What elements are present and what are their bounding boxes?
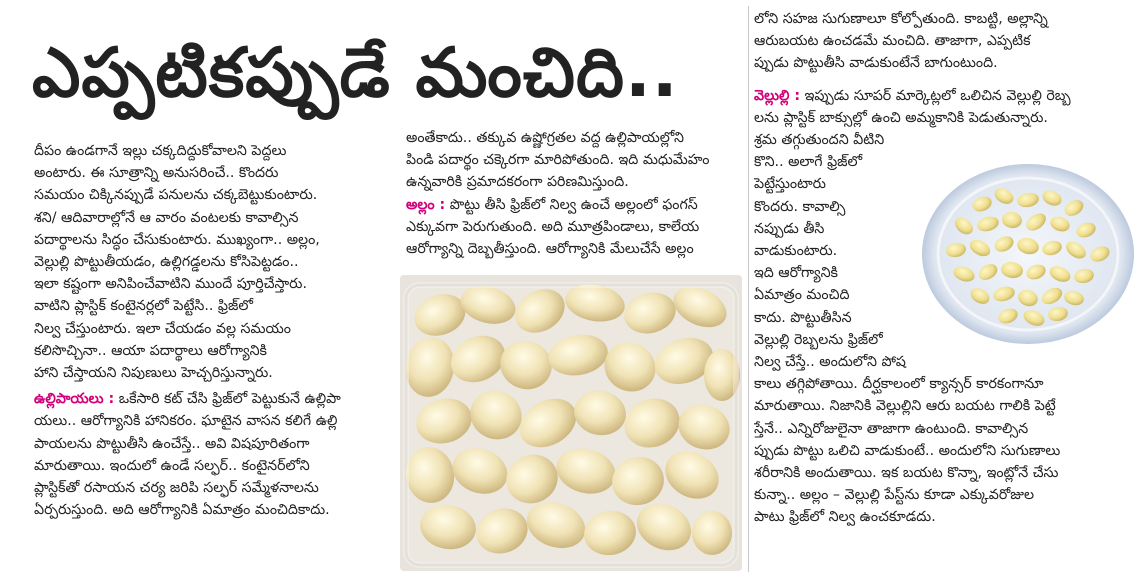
garlic-line: ప్పుడు పొట్టు ఒలిచి వాడుకుంటే.. అందులోని సుగుణాలు — [754, 442, 1061, 459]
ginger-continued-line: ఆరుబయట ఉంచడమే మంచిది. తాజాగా, ఎప్పటిక — [754, 33, 1031, 50]
intro-line: నిల్వ చేస్తుంటారు. ఇలా చేయడం వల్ల సమయం — [34, 320, 291, 337]
intro-line: శని/ ఆదివారాల్లోనే ఆ వారం వంటలకు కావాల్సిన — [34, 209, 299, 226]
intro-line: కలిసొచ్చినా.. ఆయా పదార్థాలు ఆరోగ్యానికి — [34, 342, 267, 359]
onion-line: పాయలను పొట్టుతీసి ఉంచేస్తే.. అవి విషపూరితంగా — [34, 435, 310, 452]
onion-continued-line: ఉన్నవారికి ప్రమాదకరంగా పరిణమిస్తుంది. — [406, 174, 629, 191]
garlic-line: వెల్లుల్లి రెబ్బలను ఫ్రిజ్‌లో — [754, 331, 883, 348]
ginger-label: అల్లం : — [406, 196, 446, 213]
garlic-box-illustration — [400, 275, 742, 571]
garlic-line: లను ప్లాస్టిక్ బాక్సుల్లో ఉంచి అమ్మకానికి పెడుతున్నారు. — [754, 109, 1048, 126]
column-1 — [34, 140, 406, 521]
garlic-narrow-line: కొని.. అలాగే ఫ్రిజ్‌లో — [754, 154, 863, 171]
garlic-narrow-line: పెట్టేస్తుంటారు — [754, 176, 826, 193]
garlic-plate-illustration — [912, 160, 1140, 348]
garlic-line: శరీరానికి అందుతాయి. ఇక బయట కొన్నా, ఇంట్లోనే చేసు — [754, 465, 1059, 482]
onion-first-line: ఒకేసారి కట్ చేసి ఫ్రిజ్‌లో పెట్టుకునే ఉల్లిపా — [118, 391, 341, 408]
headline: ఎప్పటికప్పుడే మంచిది.. — [32, 34, 679, 113]
ginger-line: ఆరోగ్యాన్ని దెబ్బతీస్తుంది. ఆరోగ్యానికి మేలుచేసే అల్లం — [406, 241, 694, 258]
intro-line: వెల్లుల్లి పొట్టుతీయడం, ఉల్లిగడ్డలను కోసిపెట్టడం.. — [34, 254, 299, 271]
garlic-narrow-line: శ్రమ తగ్గుతుందని వీటిని — [754, 132, 885, 149]
garlic-line: కాలు తగ్గిపోతాయి. దీర్ఘకాలంలో క్యాన్సర్ కారకంగానూ — [754, 376, 1044, 393]
intro-line: ఇలా కష్టంగా అనిపించేవాటిని ముందే పూర్తిచేస్తారు. — [34, 276, 307, 293]
garlic-label: వెల్లుల్లి : — [754, 87, 801, 104]
garlic-line: నిల్వ చేస్తే.. అందులోని పోష — [754, 354, 906, 371]
intro-line: అంటారు. ఈ సూత్రాన్ని అనుసరించే.. కొందరు — [34, 165, 279, 182]
ginger-line: ఎక్కువగా పెరుగుతుంది. అది మూత్రపిండాలు, కాలేయ — [406, 218, 700, 235]
garlic-first-line: ఇప్పుడు సూపర్ మార్కెట్లలో ఒలిచిన వెల్లుల్లి రెబ్బ — [804, 87, 1071, 104]
garlic-plate-photo — [912, 160, 1140, 348]
garlic-line: స్తేనే.. ఎన్నిరోజులైనా తాజాగా ఉంటుంది. కావాల్సిన — [754, 420, 1029, 437]
intro-line: పదార్థాలను సిద్ధం చేసుకుంటారు. ముఖ్యంగా.. అల్లం, — [34, 231, 320, 248]
garlic-narrow-line: వాడుకుంటారు. — [754, 243, 838, 260]
garlic-narrow-line: ఇది ఆరోగ్యానికి — [754, 265, 838, 282]
column-divider — [748, 6, 749, 572]
onion-continued-line: పిండి పదార్థం చక్కెరగా మారిపోతుంది. ఇది మధుమేహం — [406, 152, 710, 169]
garlic-line: మారుతాయి. నిజానికి వెల్లుల్లిని ఆరు బయట గాలికి పెట్టే — [754, 398, 1056, 415]
ginger-paragraph-start — [406, 194, 742, 216]
onion-line: ఏర్పరుస్తుంది. అది ఆరోగ్యానికి ఏమాత్రం మంచిదికాదు. — [34, 502, 330, 519]
onion-label: ఉల్లిపాయలు : — [34, 391, 115, 408]
garlic-narrow-line: కొందరు. కావాల్సి — [754, 198, 846, 215]
onion-line: ప్లాస్టిక్‌తో రసాయన చర్య జరిపి సల్ఫర్ సమ్మేళనాలను — [34, 480, 319, 497]
ginger-continued-line: ప్పుడు పొట్టుతీసి వాడుకుంటేనే బాగుంటుంది. — [754, 55, 998, 72]
onion-line: మారుతాయి. ఇందులో ఉండే సల్ఫర్.. కంటైనర్‌లోని — [34, 457, 310, 474]
garlic-box-photo — [400, 275, 742, 571]
garlic-narrow-line: ఏమాత్రం మంచిది — [754, 287, 850, 304]
onion-paragraph-start — [34, 388, 406, 410]
intro-line: సమయం చిక్కినప్పుడే పనులను చక్కబెట్టుకుంటారు. — [34, 187, 318, 204]
garlic-line: కున్నా.. అల్లం – వెల్లుల్లి పేస్ట్‌ను కూడా ఎక్కువరోజుల — [754, 487, 1035, 504]
column-2 — [406, 127, 742, 260]
ginger-first-line: పొట్టు తీసి ఫ్రిజ్‌లో నిల్వ ఉంచే అల్లంలో ఫంగస్ — [449, 196, 698, 213]
garlic-narrow-line: నప్పుడు తీసి — [754, 220, 825, 237]
onion-continued-line: అంతేకాదు.. తక్కువ ఉష్ణోగ్రతల వద్ద ఉల్లిపాయల్లోని — [406, 130, 684, 146]
garlic-line: పాటు ఫ్రిజ్‌లో నిల్వ ఉంచకూడదు. — [754, 509, 936, 526]
intro-line: దీపం ఉండగానే ఇల్లు చక్కదిద్దుకోవాలని పెద్దలు — [34, 143, 287, 159]
garlic-paragraph-start — [754, 85, 1134, 107]
ginger-continued-line: లోని సహజ సుగుణాలూ కోల్పోతుంది. కాబట్టి, అల్లాన్ని — [754, 11, 1048, 27]
intro-line: హాని చేస్తాయని నిపుణులు హెచ్చరిస్తున్నారు. — [34, 365, 273, 382]
intro-line: వాటిని ప్లాస్టిక్ కంటైనర్లలో పెట్టేసి.. ఫ్రిజ్‌లో — [34, 298, 253, 315]
garlic-narrow-line: కాదు. పొట్టుతీసిన — [754, 309, 852, 326]
onion-line: యలు.. ఆరోగ్యానికి హానికరం. ఘాటైన వాసన కలిగే ఉల్లి — [34, 413, 338, 430]
